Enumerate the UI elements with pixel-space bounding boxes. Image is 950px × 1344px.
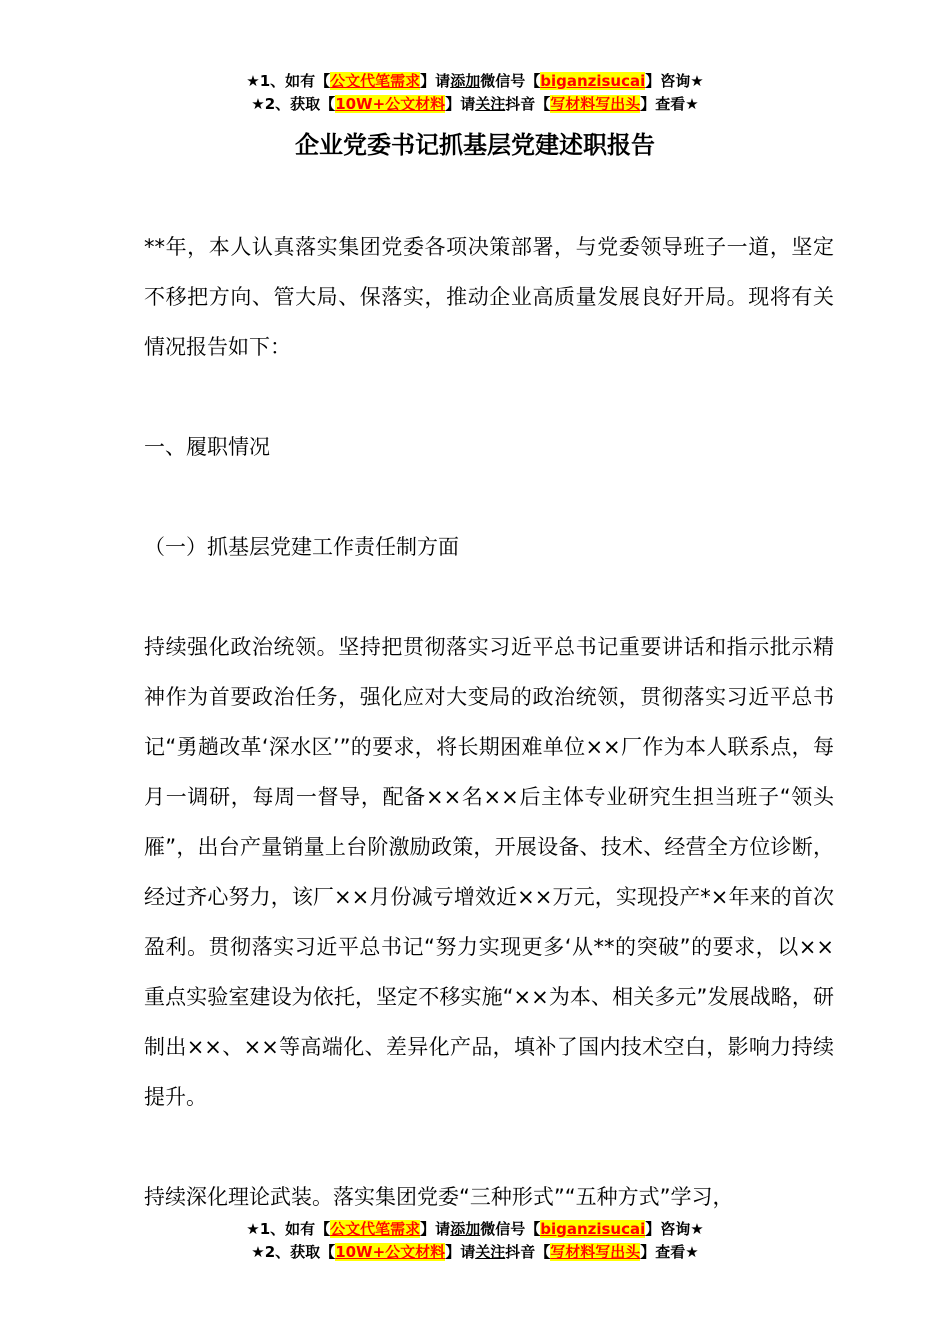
banner-text: 】请 [445,95,476,113]
banner-highlight: 写材料写出头 [550,95,641,113]
header-banner [0,70,950,116]
body-paragraph-partial: 持续深化理论武装。落实集团党委“三种形式”“五种方式”学习， [144,1185,734,1209]
banner-highlight: 写材料写出头 [550,1243,641,1261]
banner-highlight: 公文代笔需求 [330,72,421,90]
banner-highlight: 10W+公文材料 [335,1243,446,1261]
banner-line-2 [0,1241,950,1264]
banner-text: 抖音【 [505,95,551,113]
banner-text: ★2、获取【 [251,95,336,113]
banner-underlined: 添加 [450,1220,481,1238]
banner-highlight: biganzisucai [540,1220,646,1238]
banner-text: 】请 [420,1220,451,1238]
banner-text: 】咨询★ [645,1220,704,1238]
banner-text: 】请 [420,72,451,90]
banner-highlight: 公文代笔需求 [330,1220,421,1238]
banner-text: 】请 [445,1243,476,1261]
intro-paragraph: **年，本人认真落实集团党委各项决策部署，与党委领导班子一道，坚定不移把方向、管大局、保落实，推动企业高质量发展良好开局。现将有关情况报告如下： [144,235,834,359]
banner-text: 】咨询★ [645,72,704,90]
banner-underlined: 关注 [475,95,506,113]
document-body [144,222,834,1222]
section-heading: 一、履职情况 [144,435,270,459]
subsection-heading: （一）抓基层党建工作责任制方面 [144,535,459,559]
banner-line-2 [0,93,950,116]
banner-text: 微信号【 [480,72,541,90]
banner-text: ★2、获取【 [251,1243,336,1261]
banner-underlined: 添加 [450,72,481,90]
document-title: 企业党委书记抓基层党建述职报告 [295,131,655,159]
banner-text: ★1、如有【 [246,1220,331,1238]
banner-text: 】查看★ [640,95,699,113]
banner-text: 抖音【 [505,1243,551,1261]
banner-text: 微信号【 [480,1220,541,1238]
banner-underlined: 关注 [475,1243,506,1261]
footer-banner [0,1218,950,1264]
banner-line-1 [0,70,950,93]
banner-highlight: biganzisucai [540,72,646,90]
body-paragraph: 持续强化政治统领。坚持把贯彻落实习近平总书记重要讲话和指示批示精神作为首要政治任务，强化应对大变局的政治统领，贯彻落实习近平总书记“勇趟改革‘深水区’”的要求，将长期困难单位××厂作为本人联系点，每月一调研，每周一督导，配备××名××后主体专业研究生担当班子“领头雁”，出台产量销量上台阶激励政策，开展设备、技术、经营全方位诊断，经过齐心努力，该厂××月份减亏增效近××万元，实现投产*×年来的首次盈利。贯彻落实习近平总书记“努力实现更多‘从**的突破”的要求，以××重点实验室建设为依托，坚定不移实施“××为本、相关多元”发展战略，研制出××、××等高端化、差异化产品，填补了国内技术空白，影响力持续提升。 [144,635,834,1109]
banner-text: 】查看★ [640,1243,699,1261]
banner-line-1 [0,1218,950,1241]
banner-highlight: 10W+公文材料 [335,95,446,113]
banner-text: ★1、如有【 [246,72,331,90]
